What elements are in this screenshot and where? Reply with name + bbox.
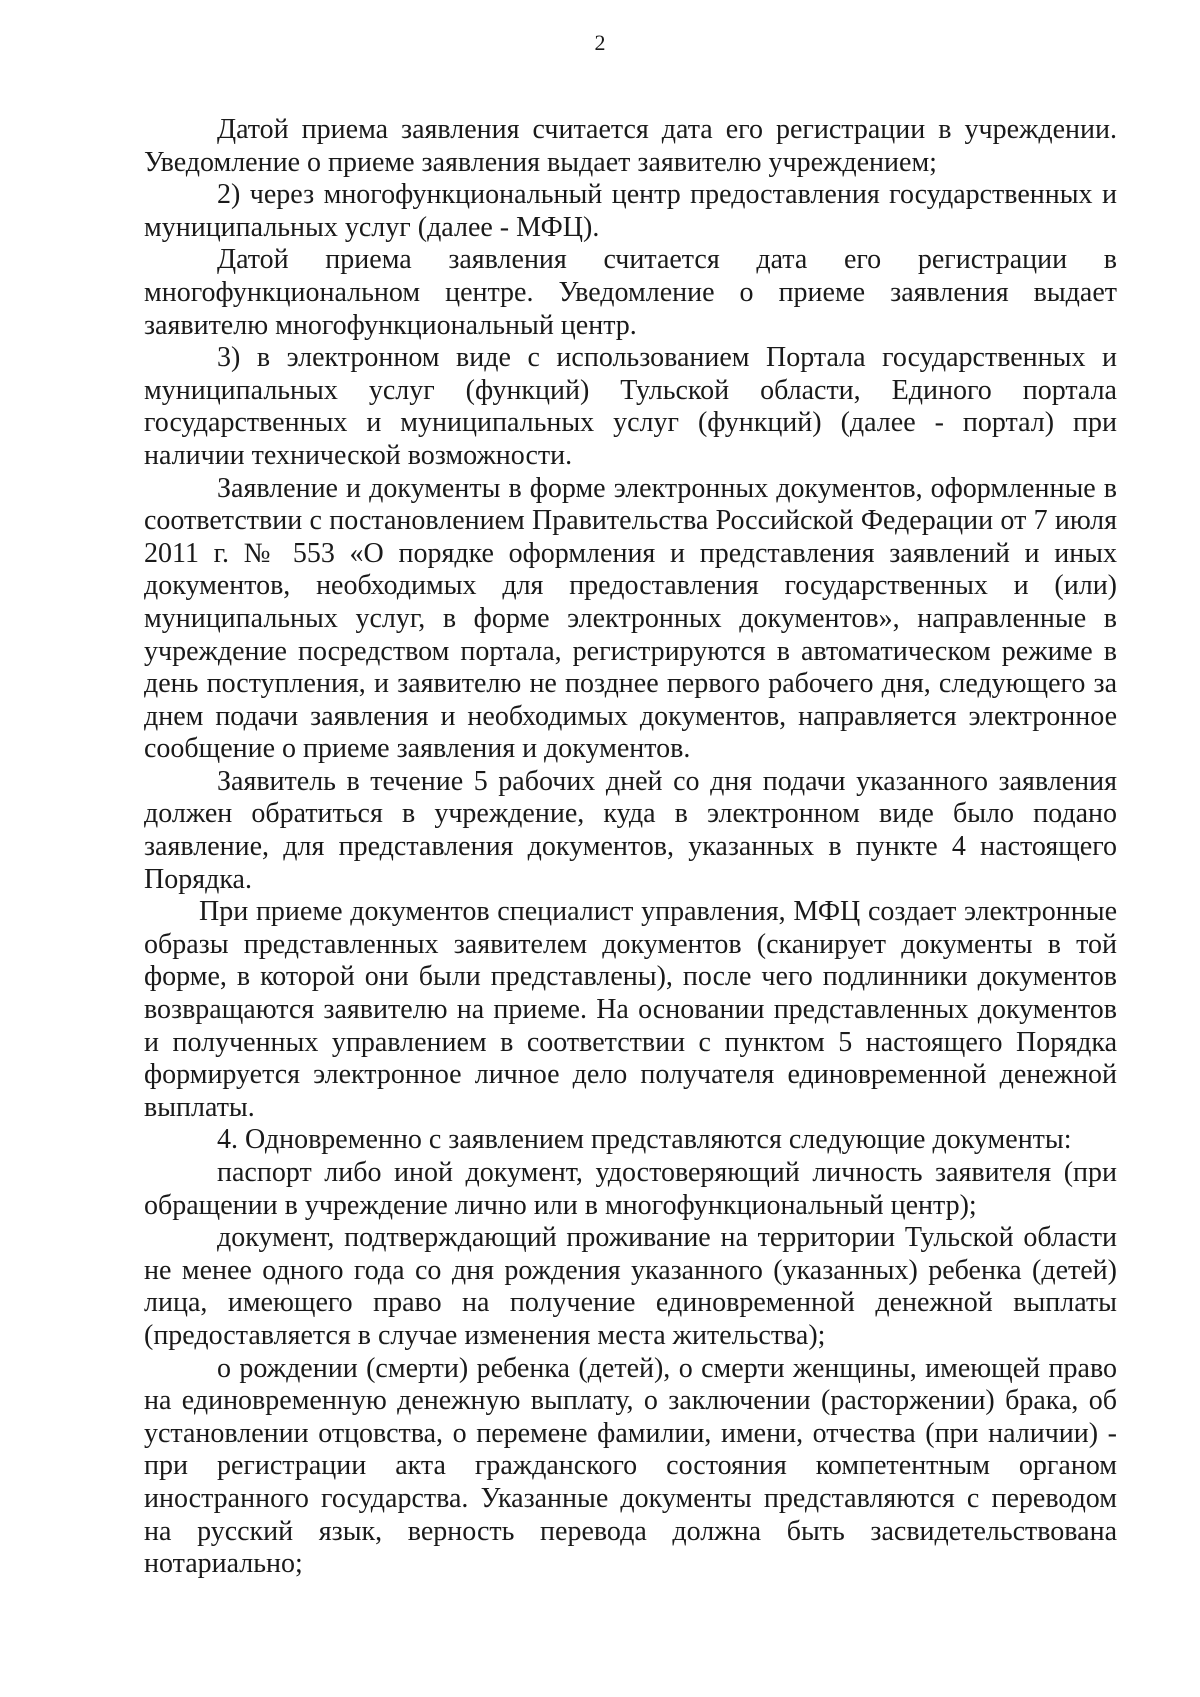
page-number: 2 xyxy=(594,30,606,55)
paragraph-receipt-date-mfc: Датой приема заявления считается дата его регистрации в многофункциональном центре. Уведомление о приеме заявления выдает заявителю многофункциональный центр. xyxy=(144,244,1117,341)
paragraph-civil-status-acts: о рождении (смерти) ребенка (детей), о смерти женщины, имеющей право на единовременную денежную выплату, о заключении (расторжении) брака, об установлении отцовства, о перемене фамилии, имени, отчества (при наличии) - при регистрации акта гражданского состояния компетентным органом иностранного государства. Указанные документы представляются с переводом на русский язык, верность перевода должна быть засвидетельствована нотариально; xyxy=(144,1352,1117,1580)
paragraph-required-documents-heading: 4. Одновременно с заявлением представляются следующие документы: xyxy=(217,1124,1072,1156)
paragraph-applicant-deadline: Заявитель в течение 5 рабочих дней со дня подачи указанного заявления должен обратиться в учреждение, куда в электронном виде было подано заявление, для представления документов, указанных в пункте 4 настоящего Порядка. xyxy=(144,765,1117,895)
paragraph-residence-proof: документ, подтверждающий проживание на территории Тульской области не менее одного года со дня рождения указанного (указанных) ребенка (детей) лица, имеющего право на получение единовременной денежной выплаты (предоставляется в случае изменения места жительства); xyxy=(144,1222,1117,1351)
paragraph-electronic-portal: 3) в электронном виде с использованием Портала государственных и муниципальных услуг (функций) Тульской области, Единого портала государственных и муниципальных услуг (функций) (далее - портал) при наличии технической возможности. xyxy=(144,342,1117,471)
paragraph-document-scanning: При приеме документов специалист управления, МФЦ создает электронные образы представленных заявителем документов (сканирует документы в той форме, в которой они были представлены), после чего подлинники документов возвращаются заявителю на приеме. На основании представленных документов и полученных управлением в соответствии с пунктом 5 настоящего Порядка формируется электронное личное дело получателя единовременной денежной выплаты. xyxy=(144,896,1117,1123)
paragraph-receipt-date-institution: Датой приема заявления считается дата его регистрации в учреждении. Уведомление о приеме заявления выдает заявителю учреждением; xyxy=(144,114,1117,178)
document-body xyxy=(144,114,1117,1581)
paragraph-passport: паспорт либо иной документ, удостоверяющий личность заявителя (при обращении в учреждение лично или в многофункциональный центр); xyxy=(144,1157,1117,1221)
paragraph-via-mfc: 2) через многофункциональный центр предоставления государственных и муниципальных услуг (далее - МФЦ). xyxy=(144,179,1117,243)
paragraph-electronic-documents: Заявление и документы в форме электронных документов, оформленные в соответствии с постановлением Правительства Российской Федерации от 7 июля 2011 г. № 553 «О порядке оформления и представления заявлений и иных документов, необходимых для предоставления государственных и (или) муниципальных услуг, в форме электронных документов», направленные в учреждение посредством портала, регистрируются в автоматическом режиме в день поступления, и заявителю не позднее первого рабочего дня, следующего за днем подачи заявления и необходимых документов, направляется электронное сообщение о приеме заявления и документов. xyxy=(144,472,1117,765)
